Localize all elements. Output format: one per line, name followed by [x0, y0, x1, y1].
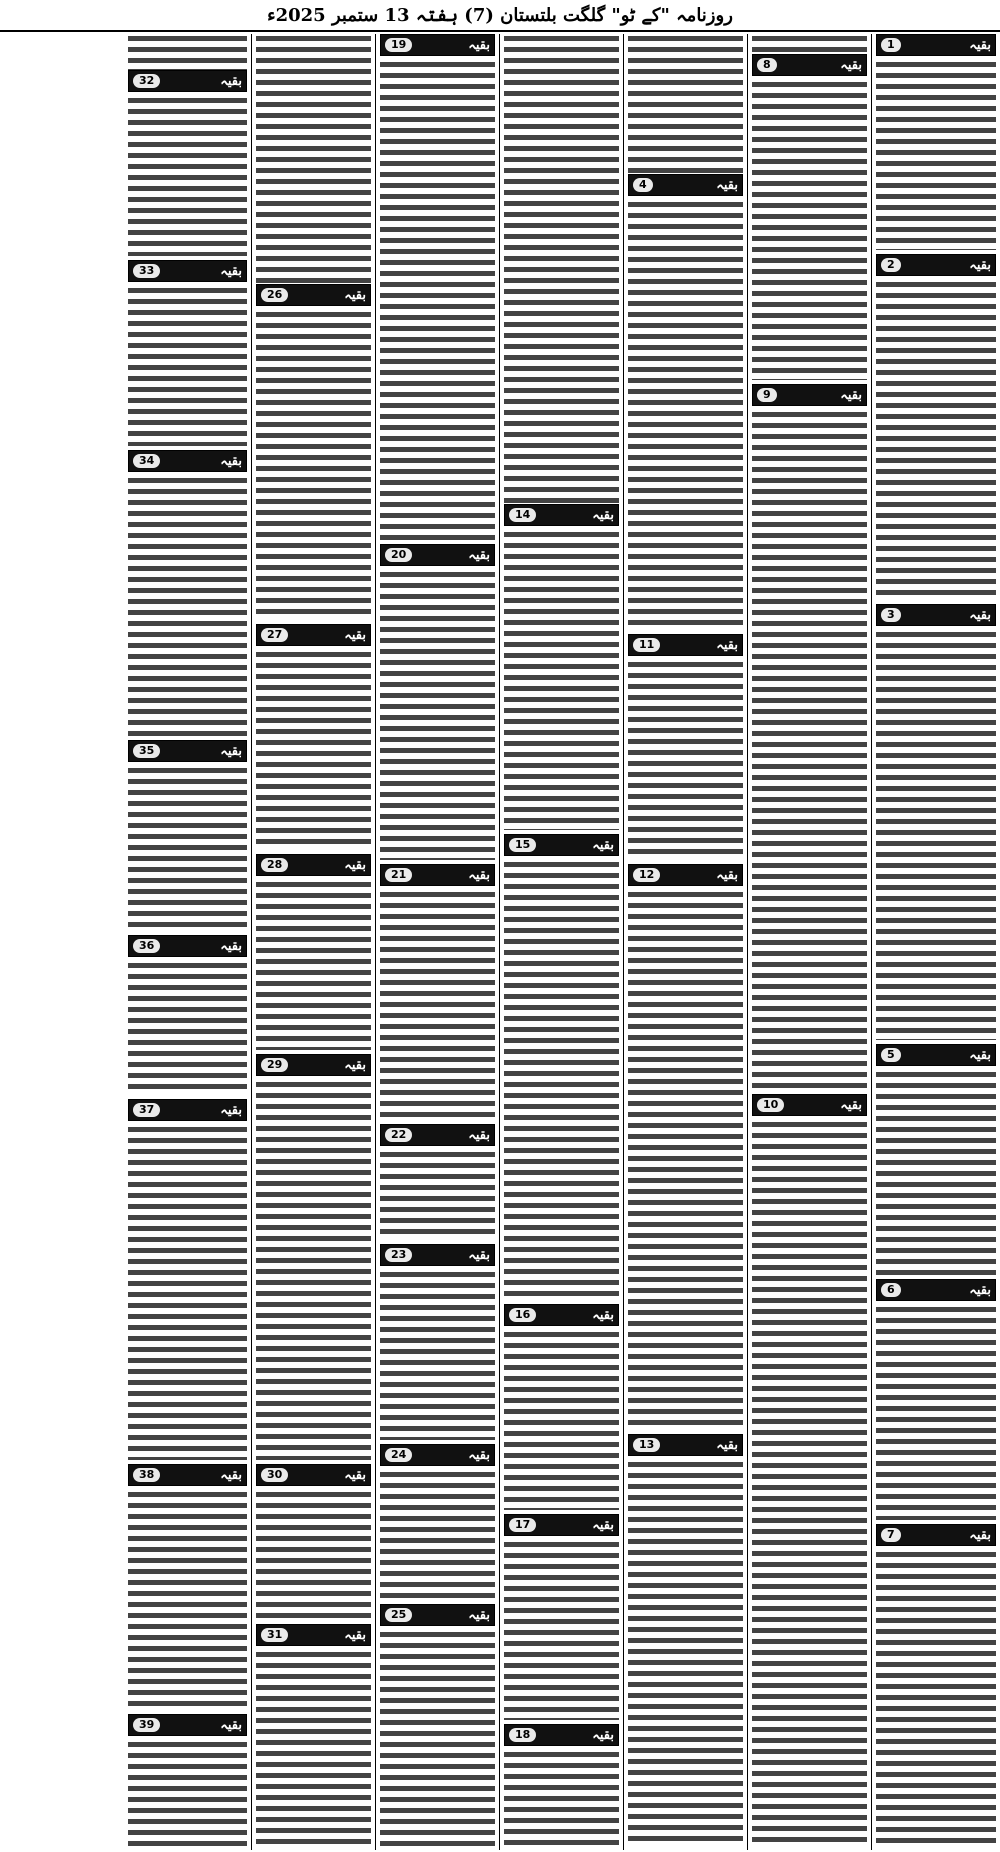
article-text	[504, 860, 619, 1300]
continuation-label: بقیہ	[840, 57, 862, 73]
continuation-number: 13	[633, 1438, 660, 1452]
continuation-34	[128, 450, 247, 740]
continuation-header	[380, 544, 495, 566]
continuation-header	[380, 1604, 495, 1626]
continuation-21	[380, 864, 495, 1124]
continuation-label: بقیہ	[592, 1727, 614, 1743]
continuation-label: بقیہ	[969, 1527, 991, 1543]
continuation-9	[752, 384, 867, 1094]
article-text	[128, 961, 247, 1095]
continuation-number: 22	[385, 1128, 412, 1142]
continuation-36	[128, 935, 247, 1099]
continuation-label: بقیہ	[468, 547, 490, 563]
column-1	[871, 34, 1000, 1850]
article-text	[256, 310, 371, 620]
article-text	[380, 1270, 495, 1440]
continuation-24	[380, 1444, 495, 1604]
article-text	[256, 1490, 371, 1620]
continuation-label: بقیہ	[344, 857, 366, 873]
continuation-header	[128, 1099, 247, 1121]
continuation-number: 4	[633, 178, 653, 192]
continuation-number: 11	[633, 638, 660, 652]
continuation-header	[256, 624, 371, 646]
continuation-label: بقیہ	[840, 387, 862, 403]
continuation-5	[876, 1044, 996, 1279]
continuation-number: 15	[509, 838, 536, 852]
continuation-number: 1	[881, 38, 901, 52]
article-text	[128, 476, 247, 736]
continuation-label: بقیہ	[969, 257, 991, 273]
continuation-header	[876, 1524, 996, 1546]
continuation-label: بقیہ	[468, 1127, 490, 1143]
continuation-header	[128, 1464, 247, 1486]
article-text	[628, 890, 743, 1430]
article-text	[876, 60, 996, 250]
continuation-header	[128, 740, 247, 762]
article-text	[256, 34, 371, 284]
column-6	[251, 34, 375, 1850]
continuation-number: 37	[133, 1103, 160, 1117]
article-text	[628, 660, 743, 860]
continuation-label: بقیہ	[592, 1307, 614, 1323]
continuation-header	[128, 70, 247, 92]
continuation-header	[504, 834, 619, 856]
article-text	[876, 630, 996, 1040]
article-text	[504, 530, 619, 830]
continuation-header	[876, 254, 996, 276]
continuation-label: بقیہ	[969, 607, 991, 623]
continuation-4	[628, 174, 743, 634]
continuation-header	[256, 1464, 371, 1486]
article-text	[752, 410, 867, 1090]
continuation-number: 26	[261, 288, 288, 302]
continuation-23	[380, 1244, 495, 1444]
continuation-number: 10	[757, 1098, 784, 1112]
article-text	[876, 1070, 996, 1275]
continuation-label: بقیہ	[344, 287, 366, 303]
continuation-header	[380, 1244, 495, 1266]
continuation-32	[128, 70, 247, 260]
continuation-number: 39	[133, 1718, 160, 1732]
article-text	[380, 1470, 495, 1600]
article-text	[380, 60, 495, 540]
continuation-label: بقیہ	[592, 507, 614, 523]
continuation-label: بقیہ	[716, 867, 738, 883]
continuation-header	[380, 864, 495, 886]
continuation-label: بقیہ	[220, 743, 242, 759]
continuation-37	[128, 1099, 247, 1464]
continuation-number: 8	[757, 58, 777, 72]
continuation-27	[256, 624, 371, 854]
continuation-header	[876, 1044, 996, 1066]
columns	[0, 34, 1000, 1850]
continuation-header	[128, 260, 247, 282]
continuation-number: 38	[133, 1468, 160, 1482]
continuation-label: بقیہ	[468, 867, 490, 883]
continuation-label: بقیہ	[220, 1102, 242, 1118]
continuation-header	[380, 1124, 495, 1146]
continuation-header	[380, 34, 495, 56]
article-text	[380, 1150, 495, 1240]
continuation-header	[628, 174, 743, 196]
article-text	[504, 1540, 619, 1720]
continuation-header	[128, 450, 247, 472]
continuation-header	[128, 935, 247, 957]
continuation-38	[128, 1464, 247, 1714]
column-4	[499, 34, 623, 1850]
continuation-number: 16	[509, 1308, 536, 1322]
continuation-20	[380, 544, 495, 864]
continuation-header	[504, 1724, 619, 1746]
continuation-number: 32	[133, 74, 160, 88]
continuation-label: بقیہ	[220, 73, 242, 89]
continuation-number: 28	[261, 858, 288, 872]
article-text	[752, 34, 867, 54]
continuation-header	[876, 604, 996, 626]
continuation-label: بقیہ	[716, 637, 738, 653]
article-text	[256, 1080, 371, 1460]
continuation-header	[752, 1094, 867, 1116]
continuation-10	[752, 1094, 867, 1850]
continuation-number: 2	[881, 258, 901, 272]
continuation-39	[128, 1714, 247, 1850]
continuation-label: بقیہ	[220, 453, 242, 469]
continuation-17	[504, 1514, 619, 1724]
article-text	[128, 766, 247, 931]
article-text	[628, 34, 743, 174]
article-text	[128, 96, 247, 256]
continuation-29	[256, 1054, 371, 1464]
continuation-number: 36	[133, 939, 160, 953]
continuation-header	[752, 54, 867, 76]
continuation-number: 35	[133, 744, 160, 758]
column-3	[623, 34, 747, 1850]
article-text	[380, 570, 495, 860]
continuation-header	[256, 1054, 371, 1076]
continuation-header	[876, 1279, 996, 1301]
continuation-number: 27	[261, 628, 288, 642]
continuation-number: 6	[881, 1283, 901, 1297]
continuation-28	[256, 854, 371, 1054]
continuation-number: 20	[385, 548, 412, 562]
continuation-header	[256, 1624, 371, 1646]
continuation-35	[128, 740, 247, 935]
continuation-18	[504, 1724, 619, 1850]
article-text	[876, 280, 996, 600]
article-text	[876, 1305, 996, 1520]
continuation-number: 9	[757, 388, 777, 402]
continuation-number: 29	[261, 1058, 288, 1072]
continuation-13	[628, 1434, 743, 1850]
continuation-22	[380, 1124, 495, 1244]
article-text	[504, 34, 619, 504]
column-2	[747, 34, 871, 1850]
continuation-label: بقیہ	[344, 1057, 366, 1073]
article-text	[256, 1650, 371, 1846]
continuation-label: بقیہ	[840, 1097, 862, 1113]
continuation-label: بقیہ	[468, 37, 490, 53]
continuation-number: 25	[385, 1608, 412, 1622]
continuation-header	[504, 1304, 619, 1326]
continuation-30	[256, 1464, 371, 1624]
continuation-header	[380, 1444, 495, 1466]
continuation-15	[504, 834, 619, 1304]
continuation-number: 5	[881, 1048, 901, 1062]
continuation-number: 3	[881, 608, 901, 622]
continuation-label: بقیہ	[344, 627, 366, 643]
continuation-number: 12	[633, 868, 660, 882]
continuation-header	[876, 34, 996, 56]
continuation-header	[628, 1434, 743, 1456]
continuation-header	[628, 634, 743, 656]
continuation-3	[876, 604, 996, 1044]
continuation-label: بقیہ	[592, 837, 614, 853]
column-7	[124, 34, 251, 1850]
article-text	[752, 80, 867, 380]
continuation-header	[752, 384, 867, 406]
continuation-header	[128, 1714, 247, 1736]
continuation-number: 14	[509, 508, 536, 522]
continuation-label: بقیہ	[468, 1447, 490, 1463]
continuation-header	[504, 504, 619, 526]
continuation-number: 19	[385, 38, 412, 52]
continuation-number: 24	[385, 1448, 412, 1462]
continuation-6	[876, 1279, 996, 1524]
continuation-label: بقیہ	[969, 1047, 991, 1063]
article-text	[380, 890, 495, 1120]
continuation-label: بقیہ	[592, 1517, 614, 1533]
continuation-number: 21	[385, 868, 412, 882]
continuation-33	[128, 260, 247, 450]
continuation-label: بقیہ	[220, 1467, 242, 1483]
continuation-number: 31	[261, 1628, 288, 1642]
continuation-number: 7	[881, 1528, 901, 1542]
continuation-31	[256, 1624, 371, 1850]
continuation-label: بقیہ	[468, 1247, 490, 1263]
article-text	[128, 34, 247, 70]
continuation-label: بقیہ	[220, 1717, 242, 1733]
continuation-8	[752, 54, 867, 384]
continuation-label: بقیہ	[716, 177, 738, 193]
continuation-19	[380, 34, 495, 544]
article-text	[504, 1330, 619, 1510]
continuation-2	[876, 254, 996, 604]
continuation-26	[256, 284, 371, 624]
article-text	[128, 1740, 247, 1846]
continuation-header	[628, 864, 743, 886]
continuation-25	[380, 1604, 495, 1850]
article-text	[628, 1460, 743, 1846]
continuation-1	[876, 34, 996, 254]
continuation-label: بقیہ	[344, 1627, 366, 1643]
article-text	[128, 1490, 247, 1710]
article-text	[128, 1125, 247, 1460]
continuation-number: 30	[261, 1468, 288, 1482]
continuation-7	[876, 1524, 996, 1850]
continuation-12	[628, 864, 743, 1434]
continuation-number: 23	[385, 1248, 412, 1262]
continuation-number: 34	[133, 454, 160, 468]
continuation-16	[504, 1304, 619, 1514]
continuation-label: بقیہ	[969, 37, 991, 53]
continuation-11	[628, 634, 743, 864]
article-text	[380, 1630, 495, 1846]
article-text	[752, 1120, 867, 1846]
article-text	[256, 880, 371, 1050]
article-text	[504, 1750, 619, 1846]
continuation-label: بقیہ	[468, 1607, 490, 1623]
continuation-14	[504, 504, 619, 834]
column-5	[375, 34, 499, 1850]
continuation-number: 18	[509, 1728, 536, 1742]
continuation-label: بقیہ	[716, 1437, 738, 1453]
article-text	[876, 1550, 996, 1846]
continuation-header	[504, 1514, 619, 1536]
continuation-label: بقیہ	[344, 1467, 366, 1483]
masthead: روزنامہ "کے ٹو" گلگت بلتستان (7) ہفتہ 13 ستمبر 2025ء	[0, 0, 1000, 32]
continuation-label: بقیہ	[220, 263, 242, 279]
article-text	[628, 200, 743, 630]
article-text	[128, 286, 247, 446]
continuation-header	[256, 854, 371, 876]
continuation-header	[256, 284, 371, 306]
article-text	[256, 650, 371, 850]
continuation-number: 17	[509, 1518, 536, 1532]
continuation-number: 33	[133, 264, 160, 278]
continuation-label: بقیہ	[220, 938, 242, 954]
continuation-label: بقیہ	[969, 1282, 991, 1298]
